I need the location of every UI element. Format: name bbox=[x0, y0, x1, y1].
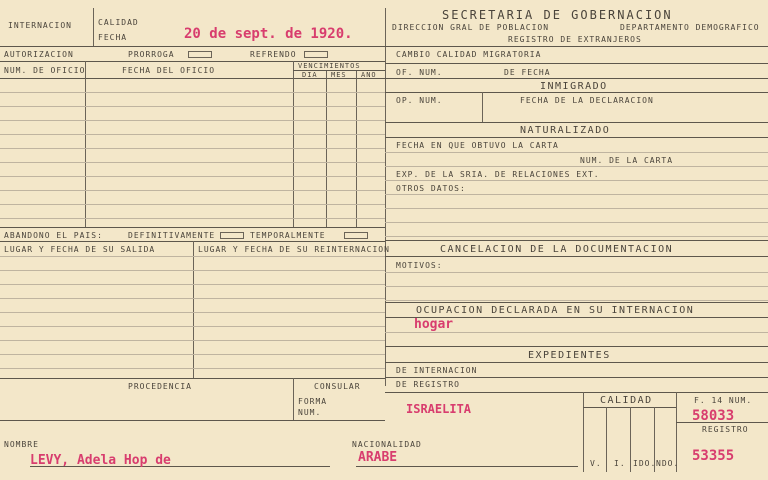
calidad-col-1 bbox=[606, 407, 607, 472]
header-left-divider bbox=[93, 8, 94, 46]
ruled-line bbox=[0, 204, 385, 205]
expedientes-line bbox=[385, 362, 768, 363]
ruled-line bbox=[0, 326, 385, 327]
direccion-label: DIRECCION GRAL DE POBLACION bbox=[392, 23, 550, 32]
nacionalidad-label: NACIONALIDAD bbox=[352, 440, 422, 449]
num-label: NUM. bbox=[298, 408, 322, 417]
temporalmente-checkbox bbox=[344, 232, 368, 239]
ruled-line bbox=[385, 152, 768, 153]
fecha-label: FECHA bbox=[98, 33, 128, 42]
mes-header: MES bbox=[331, 71, 347, 79]
ruled-line bbox=[385, 300, 768, 301]
ruled-line bbox=[385, 194, 768, 195]
ruled-line bbox=[0, 148, 385, 149]
procedencia-bottom-line bbox=[0, 420, 385, 421]
calidad-col-ido: IDO. bbox=[633, 459, 657, 468]
calidad-col-ndo: NDO. bbox=[656, 459, 680, 468]
prorroga-checkbox bbox=[188, 51, 212, 58]
ruled-line bbox=[0, 120, 385, 121]
ocupacion-value: hogar bbox=[414, 317, 454, 332]
de-registro-line bbox=[385, 392, 768, 393]
ruled-line bbox=[385, 222, 768, 223]
ruled-line bbox=[385, 166, 768, 167]
inmigrado-title: INMIGRADO bbox=[540, 81, 608, 92]
refrendo-checkbox bbox=[304, 51, 328, 58]
religion-value: ISRAELITA bbox=[406, 402, 472, 416]
nacionalidad-value: ARABE bbox=[358, 450, 398, 465]
left-colheader-line bbox=[0, 78, 385, 79]
ruled-line bbox=[0, 368, 385, 369]
ruled-line bbox=[0, 298, 385, 299]
center-divider bbox=[385, 8, 386, 386]
secretaria-title: SECRETARIA DE GOBERNACION bbox=[442, 8, 673, 22]
cambio-label: CAMBIO CALIDAD MIGRATORIA bbox=[396, 50, 542, 59]
f14-label: F. 14 NUM. bbox=[694, 396, 753, 405]
ruled-line bbox=[385, 236, 768, 237]
num-oficio-header: NUM. DE OFICIO bbox=[4, 66, 86, 75]
calidad-col-2 bbox=[630, 407, 631, 472]
ruled-line bbox=[0, 340, 385, 341]
ruled-line bbox=[0, 270, 385, 271]
de-registro-label: DE REGISTRO bbox=[396, 380, 460, 389]
ruled-line bbox=[0, 134, 385, 135]
oficio-divider bbox=[85, 61, 86, 227]
nombre-value: LEVY, Adela Hop de bbox=[30, 453, 171, 468]
abandono-label: ABANDONO EL PAIS: bbox=[4, 231, 103, 240]
calidad-col-v: V. bbox=[590, 459, 602, 468]
ruled-line bbox=[385, 286, 768, 287]
cancelacion-title: CANCELACION DE LA DOCUMENTACION bbox=[440, 244, 674, 255]
ruled-line bbox=[0, 92, 385, 93]
internacion-label: INTERNACION bbox=[8, 21, 72, 30]
op-num-label: OP. NUM. bbox=[396, 96, 443, 105]
cancelacion-top-line bbox=[385, 240, 768, 241]
lugar-reinternacion-header: LUGAR Y FECHA DE SU REINTERNACION bbox=[198, 245, 390, 254]
expedientes-title: EXPEDIENTES bbox=[528, 350, 611, 361]
num-carta-label: NUM. DE LA CARTA bbox=[580, 156, 674, 165]
procedencia-label: PROCEDENCIA bbox=[128, 382, 192, 391]
cambio-line bbox=[385, 63, 768, 64]
departamento-label: DEPARTAMENTO DEMOGRAFICO bbox=[620, 23, 760, 32]
nacionalidad-underline bbox=[356, 466, 578, 467]
procedencia-top-line bbox=[0, 378, 385, 379]
consular-label: CONSULAR bbox=[314, 382, 361, 391]
calidad-left-divider bbox=[583, 392, 584, 472]
header-bottom-line bbox=[0, 46, 385, 47]
temporalmente-label: TEMPORALMENTE bbox=[250, 231, 326, 240]
ruled-line bbox=[0, 106, 385, 107]
registro-value: 53355 bbox=[692, 448, 735, 464]
ruled-line bbox=[385, 180, 768, 181]
ruled-line bbox=[385, 332, 768, 333]
lugar-salida-header: LUGAR Y FECHA DE SU SALIDA bbox=[4, 245, 156, 254]
de-internacion-line bbox=[385, 377, 768, 378]
registro-ext-label: REGISTRO DE EXTRANJEROS bbox=[508, 35, 642, 44]
refrendo-label: REFRENDO bbox=[250, 50, 297, 59]
expedientes-top-line bbox=[385, 346, 768, 347]
of-num-label: OF. NUM. bbox=[396, 68, 443, 77]
ruled-line bbox=[0, 176, 385, 177]
ruled-line bbox=[0, 312, 385, 313]
ruled-line bbox=[0, 218, 385, 219]
vencimientos-divider bbox=[293, 61, 294, 227]
ruled-line bbox=[0, 256, 385, 257]
definitivamente-checkbox bbox=[220, 232, 244, 239]
naturalizado-line bbox=[385, 137, 768, 138]
registro-label: REGISTRO bbox=[702, 425, 749, 434]
fecha-oficio-header: FECHA DEL OFICIO bbox=[122, 66, 216, 75]
motivos-label: MOTIVOS: bbox=[396, 261, 443, 270]
right-header-line bbox=[385, 46, 768, 47]
de-fecha-label: DE FECHA bbox=[504, 68, 551, 77]
cancelacion-line bbox=[385, 256, 768, 257]
nombre-label: NOMBRE bbox=[4, 440, 39, 449]
exp-sria-label: EXP. DE LA SRIA. DE RELACIONES EXT. bbox=[396, 170, 600, 179]
inmigrado-bottom-line bbox=[385, 122, 768, 123]
calidad-col-i: I. bbox=[614, 459, 626, 468]
abandono-line bbox=[0, 227, 385, 228]
autorizacion-label: AUTORIZACION bbox=[4, 50, 74, 59]
definitivamente-label: DEFINITIVAMENTE bbox=[128, 231, 216, 240]
ofnum-line bbox=[385, 78, 768, 79]
ruled-line bbox=[0, 284, 385, 285]
de-internacion-label: DE INTERNACION bbox=[396, 366, 478, 375]
ocupacion-title: OCUPACION DECLARADA EN SU INTERNACION bbox=[416, 305, 695, 316]
opnum-divider bbox=[482, 92, 483, 122]
naturalizado-title: NATURALIZADO bbox=[520, 125, 611, 136]
inmigrado-line bbox=[385, 92, 768, 93]
dia-header: DIA bbox=[302, 71, 318, 79]
consular-divider bbox=[293, 378, 294, 420]
otros-datos-label: OTROS DATOS: bbox=[396, 184, 466, 193]
ruled-line bbox=[0, 190, 385, 191]
ruled-line bbox=[385, 272, 768, 273]
fecha-value: 20 de sept. de 1920. bbox=[184, 26, 353, 42]
f14-value: 58033 bbox=[692, 408, 735, 424]
fecha-declaracion-label: FECHA DE LA DECLARACION bbox=[520, 96, 654, 105]
salida-divider bbox=[193, 241, 194, 378]
forma-label: FORMA bbox=[298, 397, 328, 406]
ruled-line bbox=[385, 208, 768, 209]
vencimientos-header: VENCIMIENTOS bbox=[298, 62, 361, 70]
ocupacion-top-line bbox=[385, 302, 768, 303]
ruled-line bbox=[0, 354, 385, 355]
prorroga-label: PRORROGA bbox=[128, 50, 175, 59]
ano-header: AÑO bbox=[361, 71, 377, 79]
ruled-line bbox=[0, 162, 385, 163]
calidad-label: CALIDAD bbox=[98, 18, 139, 27]
calidad-title: CALIDAD bbox=[600, 395, 653, 406]
fecha-carta-label: FECHA EN QUE OBTUVO LA CARTA bbox=[396, 141, 559, 150]
